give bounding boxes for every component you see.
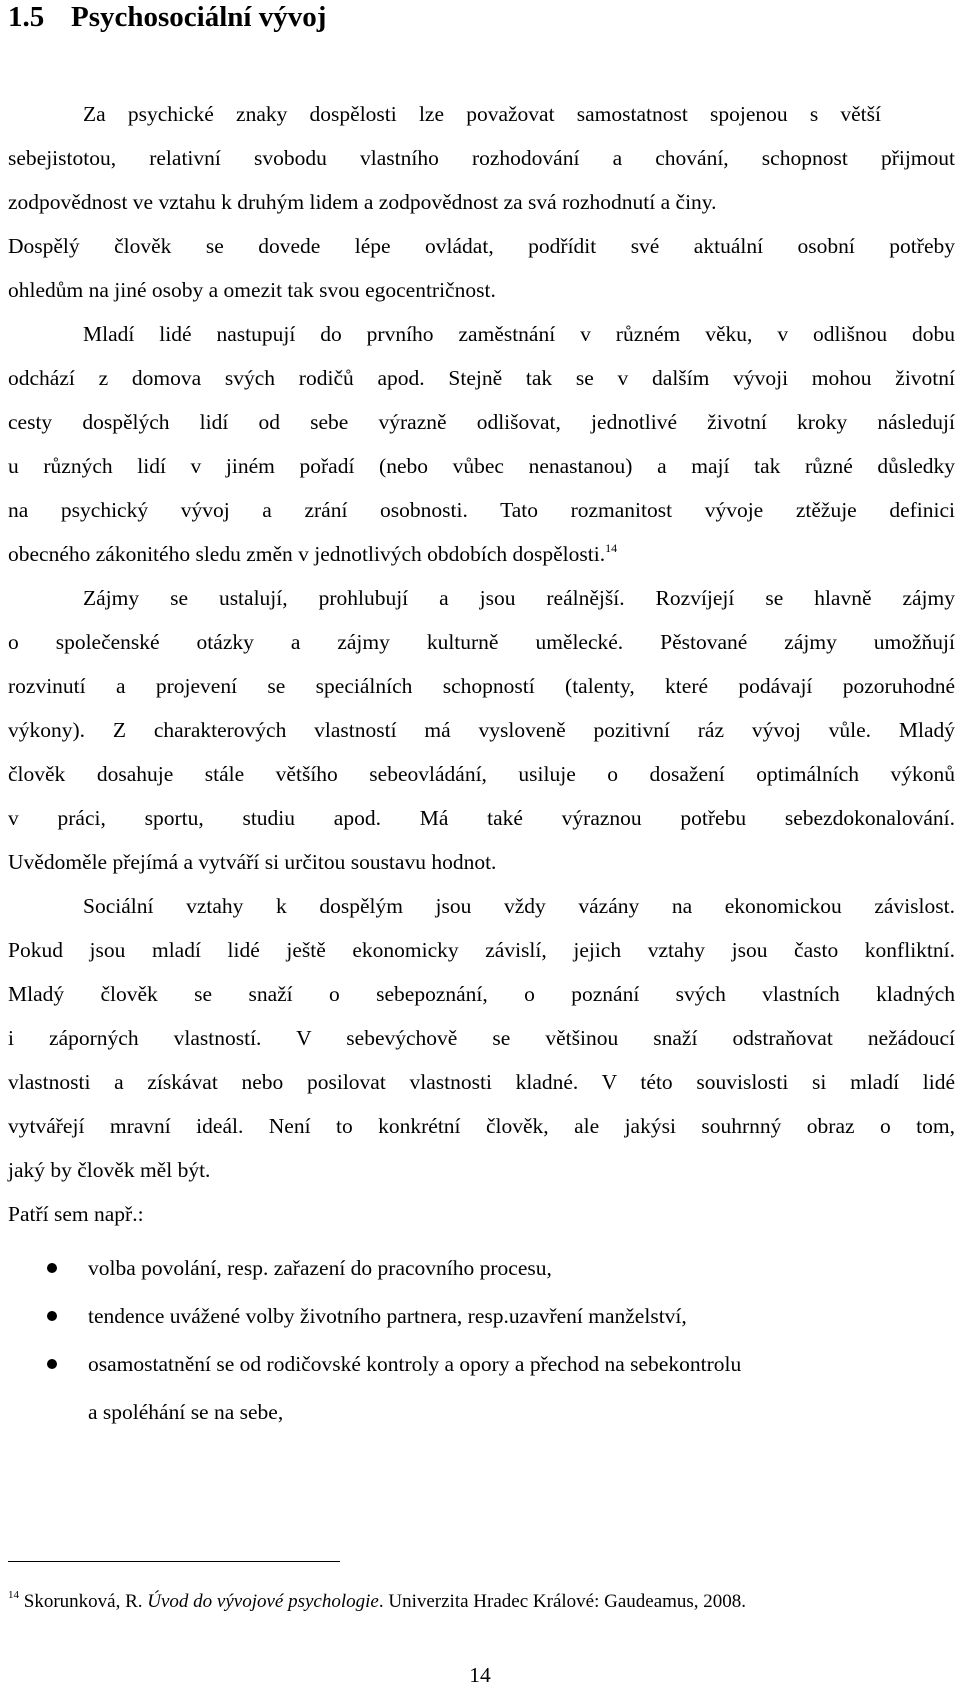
text-line: v práci, sportu, studiu apod. Má také výraznou potřebu sebezdokonalování.: [8, 806, 955, 830]
text-line: vytvářejí mravní ideál. Není to konkrétní člověk, ale jakýsi souhrnný obraz o tom,: [8, 1114, 955, 1138]
text-line: Uvědoměle přejímá a vytváří si určitou soustavu hodnot.: [8, 850, 497, 874]
section-number: 1.5: [8, 1, 45, 33]
text-line: Pokud jsou mladí lidé ještě ekonomicky závislí, jejich vztahy jsou často konfliktní.: [8, 938, 955, 962]
text-line: vlastnosti a získávat nebo posilovat vlastnosti kladné. V této souvislosti si mladí lidé: [8, 1070, 955, 1094]
text-line: zodpovědnost ve vztahu k druhým lidem a zodpovědnost za svá rozhodnutí a činy.: [8, 190, 717, 214]
text-line: sebejistotou, relativní svobodu vlastního rozhodování a chování, schopnost přijmout: [8, 146, 955, 170]
text-line: člověk dosahuje stále většího sebeovládání, usiluje o dosažení optimálních výkonů: [8, 762, 955, 786]
bullet-icon: [47, 1311, 57, 1321]
text-line: rozvinutí a projevení se speciálních schopností (talenty, které podávají pozoruhodné: [8, 674, 955, 698]
text-line: Mladí lidé nastupují do prvního zaměstnání v různém věku, v odlišnou dobu: [83, 322, 955, 346]
text-line: u různých lidí v jiném pořadí (nebo vůbec nenastanou) a mají tak různé důsledky: [8, 454, 955, 478]
text-line: odchází z domova svých rodičů apod. Stejně tak se v dalším vývoji mohou životní: [8, 366, 955, 390]
bullet-icon: [47, 1359, 57, 1369]
text-line: i záporných vlastností. V sebevýchově se většinou snaží odstraňovat nežádoucí: [8, 1026, 955, 1050]
footnote-reference: 14: [605, 541, 618, 555]
footnote-divider: [8, 1561, 340, 1562]
footnote-title: Úvod do vývojové psychologie: [147, 1591, 379, 1612]
text-line: o společenské otázky a zájmy kulturně umělecké. Pěstované zájmy umožňují: [8, 630, 955, 654]
text-line: Patří sem např.:: [8, 1202, 144, 1226]
page-number: 14: [469, 1663, 491, 1687]
text-line: Mladý člověk se snaží o sebepoznání, o poznání svých vlastních kladných: [8, 982, 955, 1006]
bullet-icon: [47, 1263, 57, 1273]
section-title: Psychosociální vývoj: [71, 1, 327, 33]
text-line: Sociální vztahy k dospělým jsou vždy vázány na ekonomickou závislost.: [83, 894, 955, 918]
text-line: na psychický vývoj a zrání osobnosti. Tato rozmanitost vývoje ztěžuje definici: [8, 498, 955, 522]
text-line-content: obecného zákonitého sledu změn v jednotlivých obdobích dospělosti.: [8, 542, 606, 566]
footnote-author: Skorunková, R.: [23, 1591, 143, 1612]
text-line: [8, 540, 955, 568]
text-line: výkony). Z charakterových vlastností má vysloveně pozitivní ráz vývoj vůle. Mladý: [8, 718, 955, 742]
footnote-publisher: . Univerzita Hradec Králové: Gaudeamus, 2008.: [378, 1591, 747, 1612]
list-item: volba povolání, resp. zařazení do pracovního procesu,: [88, 1256, 552, 1280]
text-line: ohledům na jiné osoby a omezit tak svou egocentričnost.: [8, 278, 496, 302]
footnote-number: 14: [8, 1589, 19, 1601]
list-item-continuation: a spoléhání se na sebe,: [88, 1400, 284, 1424]
text-line: Zájmy se ustalují, prohlubují a jsou reálnější. Rozvíjejí se hlavně zájmy: [83, 586, 955, 610]
section-heading: [8, 0, 326, 34]
list-item: tendence uvážené volby životního partnera, resp.uzavření manželství,: [88, 1304, 687, 1328]
text-line: jaký by člověk měl být.: [8, 1158, 211, 1182]
text-line: Za psychické znaky dospělosti lze považovat samostatnost spojenou s větší: [83, 102, 881, 126]
text-line: cesty dospělých lidí od sebe výrazně odlišovat, jednotlivé životní kroky následují: [8, 410, 955, 434]
list-item: osamostatnění se od rodičovské kontroly a opory a přechod na sebekontrolu: [88, 1352, 742, 1376]
footnote: [8, 1590, 746, 1614]
text-line: Dospělý člověk se dovede lépe ovládat, podřídit své aktuální osobní potřeby: [8, 234, 955, 258]
